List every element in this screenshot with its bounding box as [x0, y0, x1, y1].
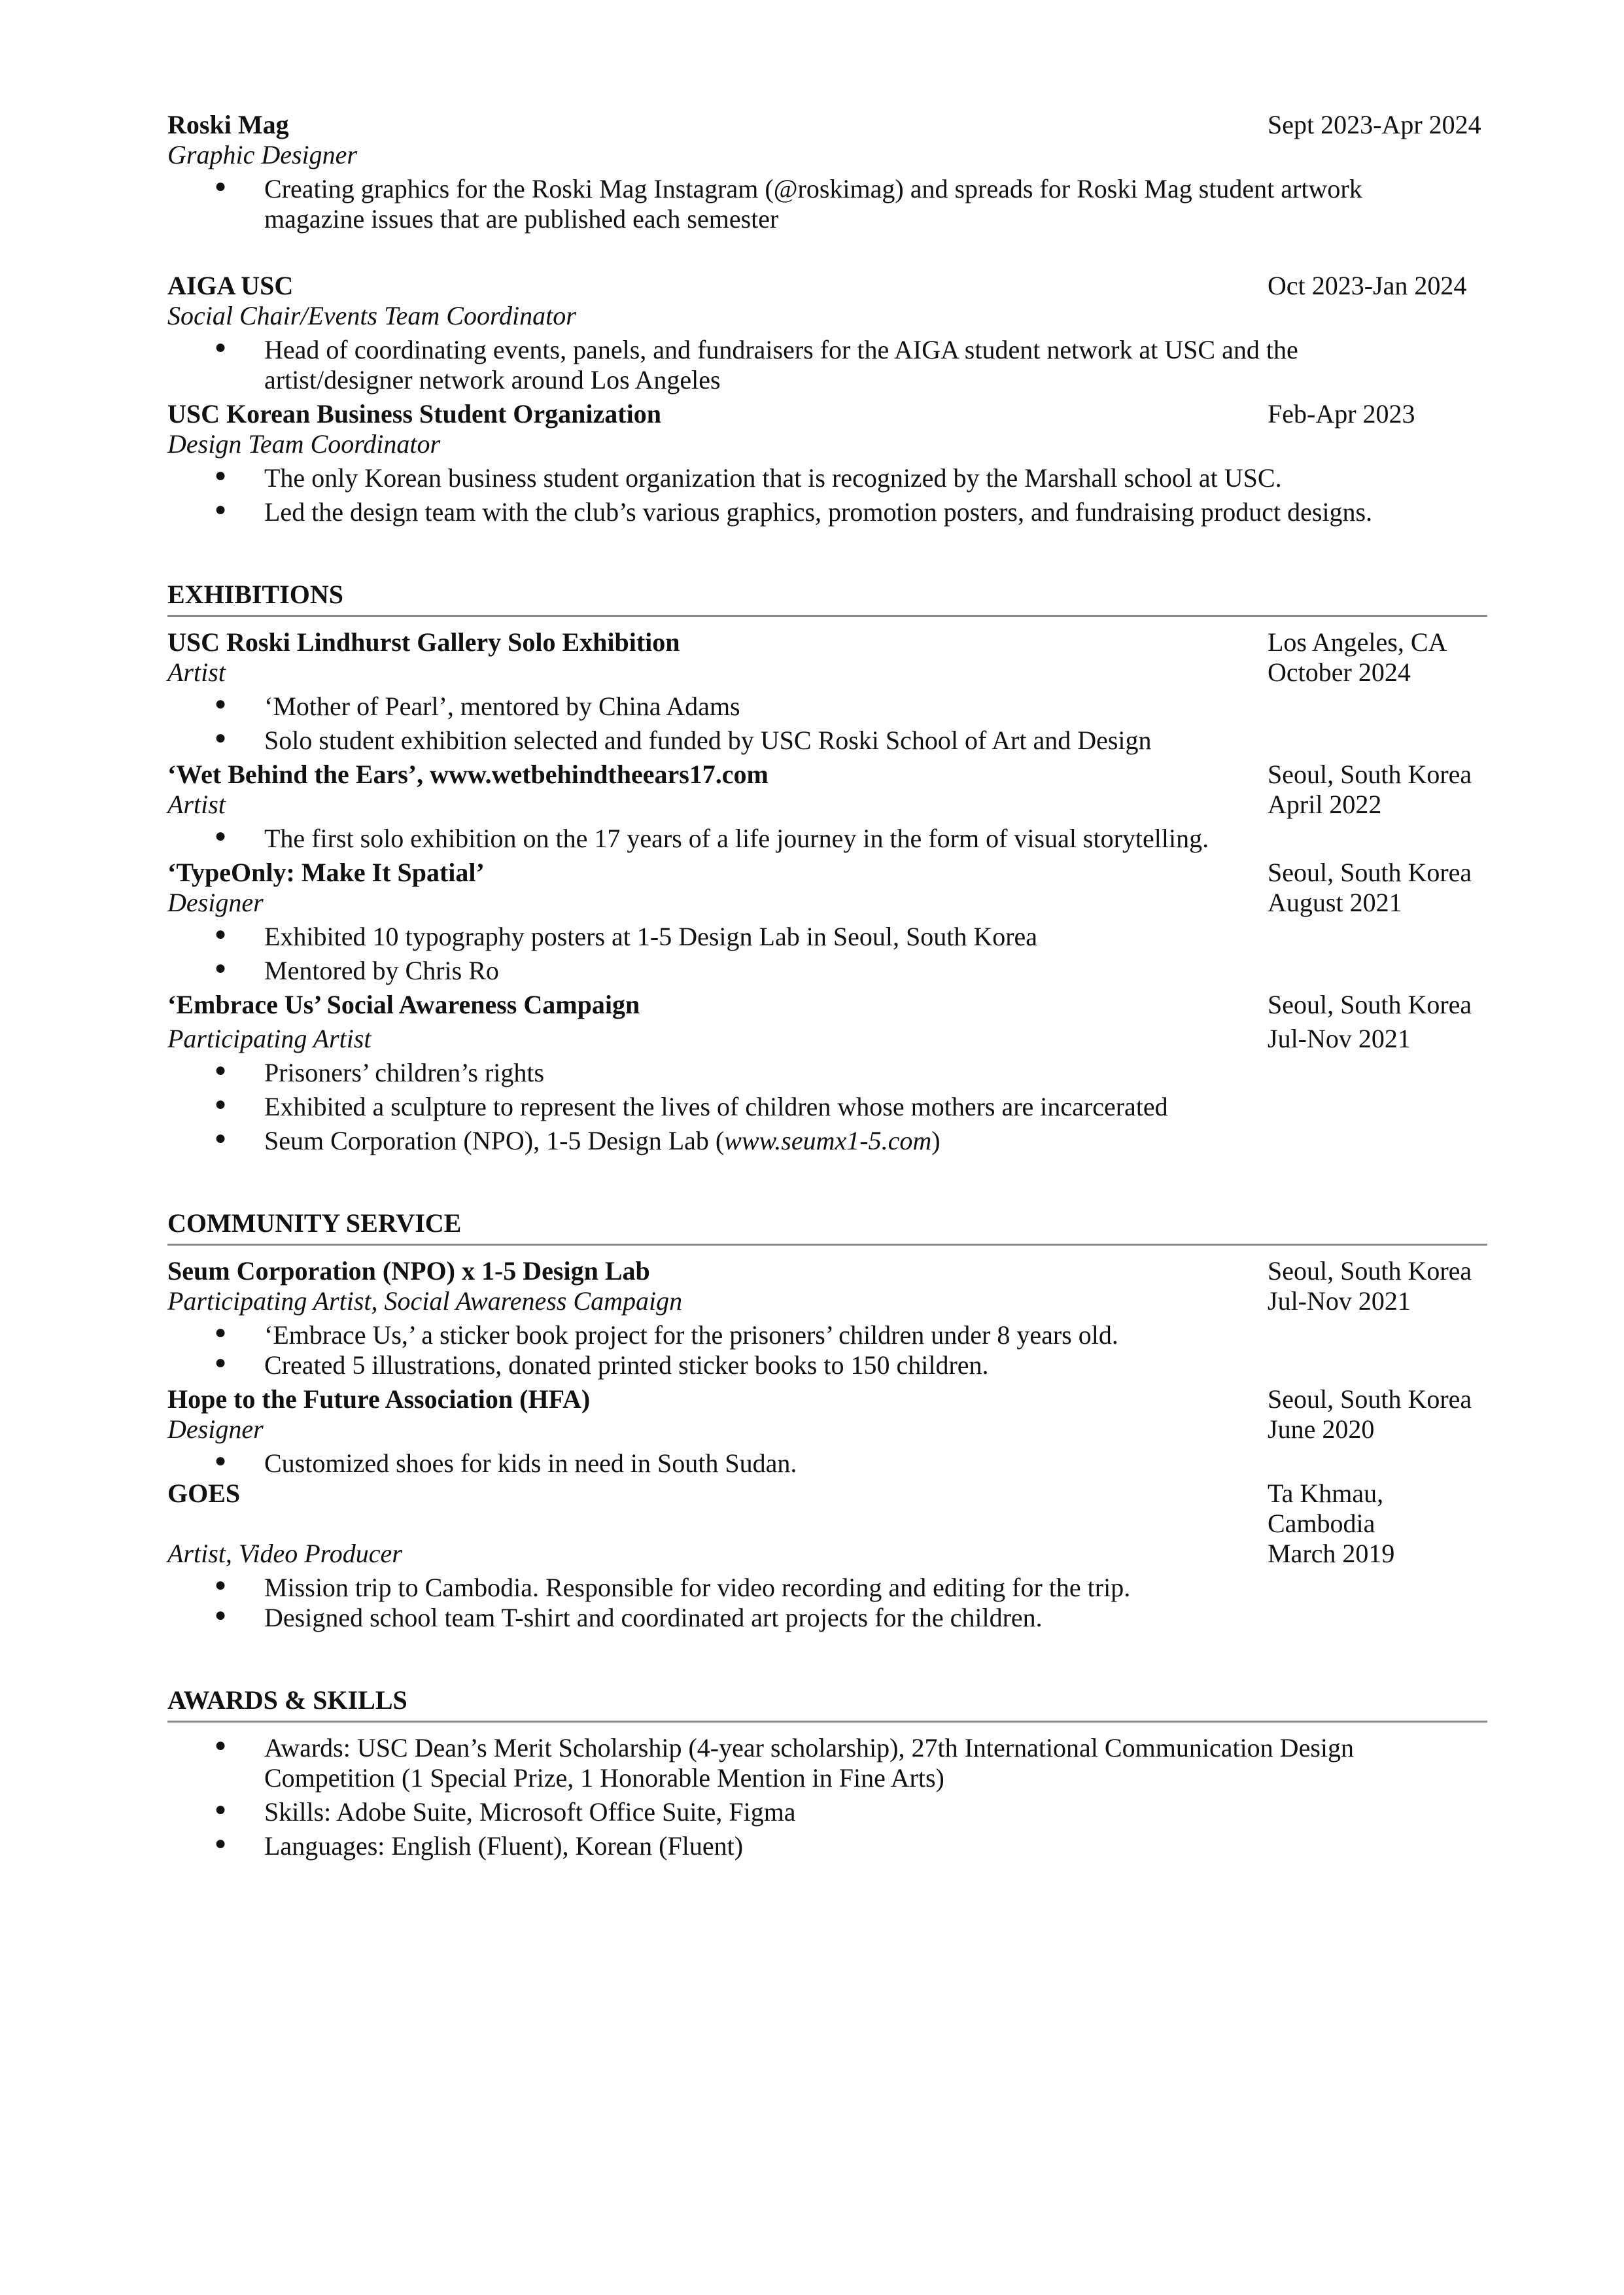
date-range: Feb-Apr 2023 [1268, 399, 1415, 429]
bullet-list [167, 824, 1487, 854]
bullet-text: ) [931, 1126, 941, 1155]
exhibition-location: Seoul, South Korea [1268, 858, 1472, 887]
exhibition-entry [167, 858, 1487, 986]
org-name: Roski Mag [167, 110, 289, 139]
bullet-item: ● Creating graphics for the Roski Mag Instagram (@roskimag) and spreads for Roski Mag student artwork magazine issues that are published each semester [167, 174, 1487, 234]
bullet-list [167, 1058, 1487, 1156]
exhibition-entry [167, 990, 1487, 1156]
bullet-item: ● Solo student exhibition selected and funded by USC Roski School of Art and Design [167, 726, 1487, 756]
bullet-item: ● Prisoners’ children’s rights [167, 1058, 1487, 1088]
exhibition-entry [167, 627, 1487, 756]
exhibition-location: Seoul, South Korea [1268, 990, 1472, 1019]
bullet-item: ● Skills: Adobe Suite, Microsoft Office Suite, Figma [167, 1797, 1487, 1827]
bullet-item: ● The first solo exhibition on the 17 years of a life journey in the form of visual storytelling. [167, 824, 1487, 854]
community-entry [167, 1384, 1487, 1479]
org-name: AIGA USC [167, 271, 294, 300]
bullet-list [167, 1320, 1487, 1380]
bullet-list [167, 174, 1487, 234]
exhibition-role: Artist [167, 657, 226, 687]
bullet-item: ● Led the design team with the club’s various graphics, promotion posters, and fundraising product designs. [167, 497, 1487, 527]
bullet-item [167, 1126, 1487, 1156]
bullet-item: ● Head of coordinating events, panels, and fundraisers for the AIGA student network at USC and the artist/designer network around Los Angeles [167, 335, 1487, 395]
exhibition-date: August 2021 [1268, 888, 1402, 917]
bullet-list [167, 1573, 1487, 1633]
bullet-item: ● Languages: English (Fluent), Korean (Fluent) [167, 1831, 1487, 1861]
bullet-item: ● Exhibited 10 typography posters at 1-5 Design Lab in Seoul, South Korea [167, 922, 1487, 952]
community-org: Hope to the Future Association (HFA) [167, 1384, 591, 1414]
exhibition-name: ‘Wet Behind the Ears’, www.wetbehindtheears17.com [167, 760, 769, 789]
bullet-list [167, 692, 1487, 756]
bullet-item: ● Mission trip to Cambodia. Responsible for video recording and editing for the trip. [167, 1573, 1487, 1603]
section-title-community-service: COMMUNITY SERVICE [167, 1208, 1487, 1246]
bullet-list [167, 335, 1487, 395]
community-org: Seum Corporation (NPO) x 1-5 Design Lab [167, 1256, 650, 1286]
community-entry [167, 1256, 1487, 1380]
role-title: Social Chair/Events Team Coordinator [167, 301, 576, 330]
bullet-item: ● The only Korean business student organization that is recognized by the Marshall school at USC. [167, 463, 1487, 493]
community-location: Ta Khmau, Cambodia [1268, 1479, 1384, 1538]
bullet-item: ● ‘Mother of Pearl’, mentored by China Adams [167, 692, 1487, 722]
community-role: Participating Artist, Social Awareness Campaign [167, 1286, 683, 1316]
community-org: GOES [167, 1479, 241, 1508]
bullet-item: ● Awards: USC Dean’s Merit Scholarship (4-year scholarship), 27th International Communication Design Competition (1 Special Prize, 1 Honorable Mention in Fine Arts) [167, 1733, 1487, 1793]
exhibition-location: Seoul, South Korea [1268, 760, 1472, 789]
section-title-exhibitions: EXHIBITIONS [167, 580, 1487, 617]
exhibition-location: Los Angeles, CA [1268, 627, 1447, 657]
date-range: Sept 2023-Apr 2024 [1268, 110, 1481, 139]
exhibition-date: October 2024 [1268, 657, 1411, 687]
community-date: June 2020 [1268, 1414, 1375, 1444]
community-location: Seoul, South Korea [1268, 1384, 1472, 1414]
bullet-item: ● Exhibited a sculpture to represent the lives of children whose mothers are incarcerated [167, 1092, 1487, 1122]
exhibition-entry [167, 760, 1487, 854]
community-date: March 2019 [1268, 1539, 1395, 1568]
experience-aiga-usc [167, 271, 1487, 395]
exhibition-role: Designer [167, 888, 264, 917]
exhibition-role: Participating Artist [167, 1024, 371, 1053]
experience-usc-kbso [167, 399, 1487, 527]
bullet-list [167, 1448, 1487, 1479]
bullet-list [167, 1733, 1487, 1861]
bullet-item: ● Designed school team T-shirt and coordinated art projects for the children. [167, 1603, 1487, 1633]
resume-page [167, 110, 1487, 1861]
bullet-item: ● Created 5 illustrations, donated printed sticker books to 150 children. [167, 1350, 1487, 1380]
exhibition-date: April 2022 [1268, 790, 1382, 819]
experience-roski-mag [167, 110, 1487, 234]
bullet-list [167, 463, 1487, 527]
org-name: USC Korean Business Student Organization [167, 399, 661, 429]
bullet-item: ● Customized shoes for kids in need in South Sudan. [167, 1448, 1487, 1479]
exhibition-name: ‘TypeOnly: Make It Spatial’ [167, 858, 485, 887]
role-title: Design Team Coordinator [167, 429, 441, 459]
community-date: Jul-Nov 2021 [1268, 1286, 1411, 1316]
section-title-awards-skills: AWARDS & SKILLS [167, 1685, 1487, 1723]
community-role: Artist, Video Producer [167, 1539, 402, 1568]
bullet-text: Seum Corporation (NPO), 1-5 Design Lab ( [264, 1126, 725, 1155]
role-title: Graphic Designer [167, 140, 357, 169]
exhibition-date: Jul-Nov 2021 [1268, 1024, 1411, 1053]
exhibition-role: Artist [167, 790, 226, 819]
bullet-list [167, 922, 1487, 986]
website-link[interactable]: www.seumx1-5.com [724, 1126, 932, 1155]
bullet-item: ● Mentored by Chris Ro [167, 956, 1487, 986]
exhibition-name: USC Roski Lindhurst Gallery Solo Exhibition [167, 627, 680, 657]
bullet-item: ● ‘Embrace Us,’ a sticker book project for the prisoners’ children under 8 years old. [167, 1320, 1487, 1350]
date-range: Oct 2023-Jan 2024 [1268, 271, 1467, 300]
community-location: Seoul, South Korea [1268, 1256, 1472, 1286]
community-entry [167, 1479, 1487, 1633]
exhibition-name: ‘Embrace Us’ Social Awareness Campaign [167, 990, 640, 1019]
community-role: Designer [167, 1414, 264, 1444]
